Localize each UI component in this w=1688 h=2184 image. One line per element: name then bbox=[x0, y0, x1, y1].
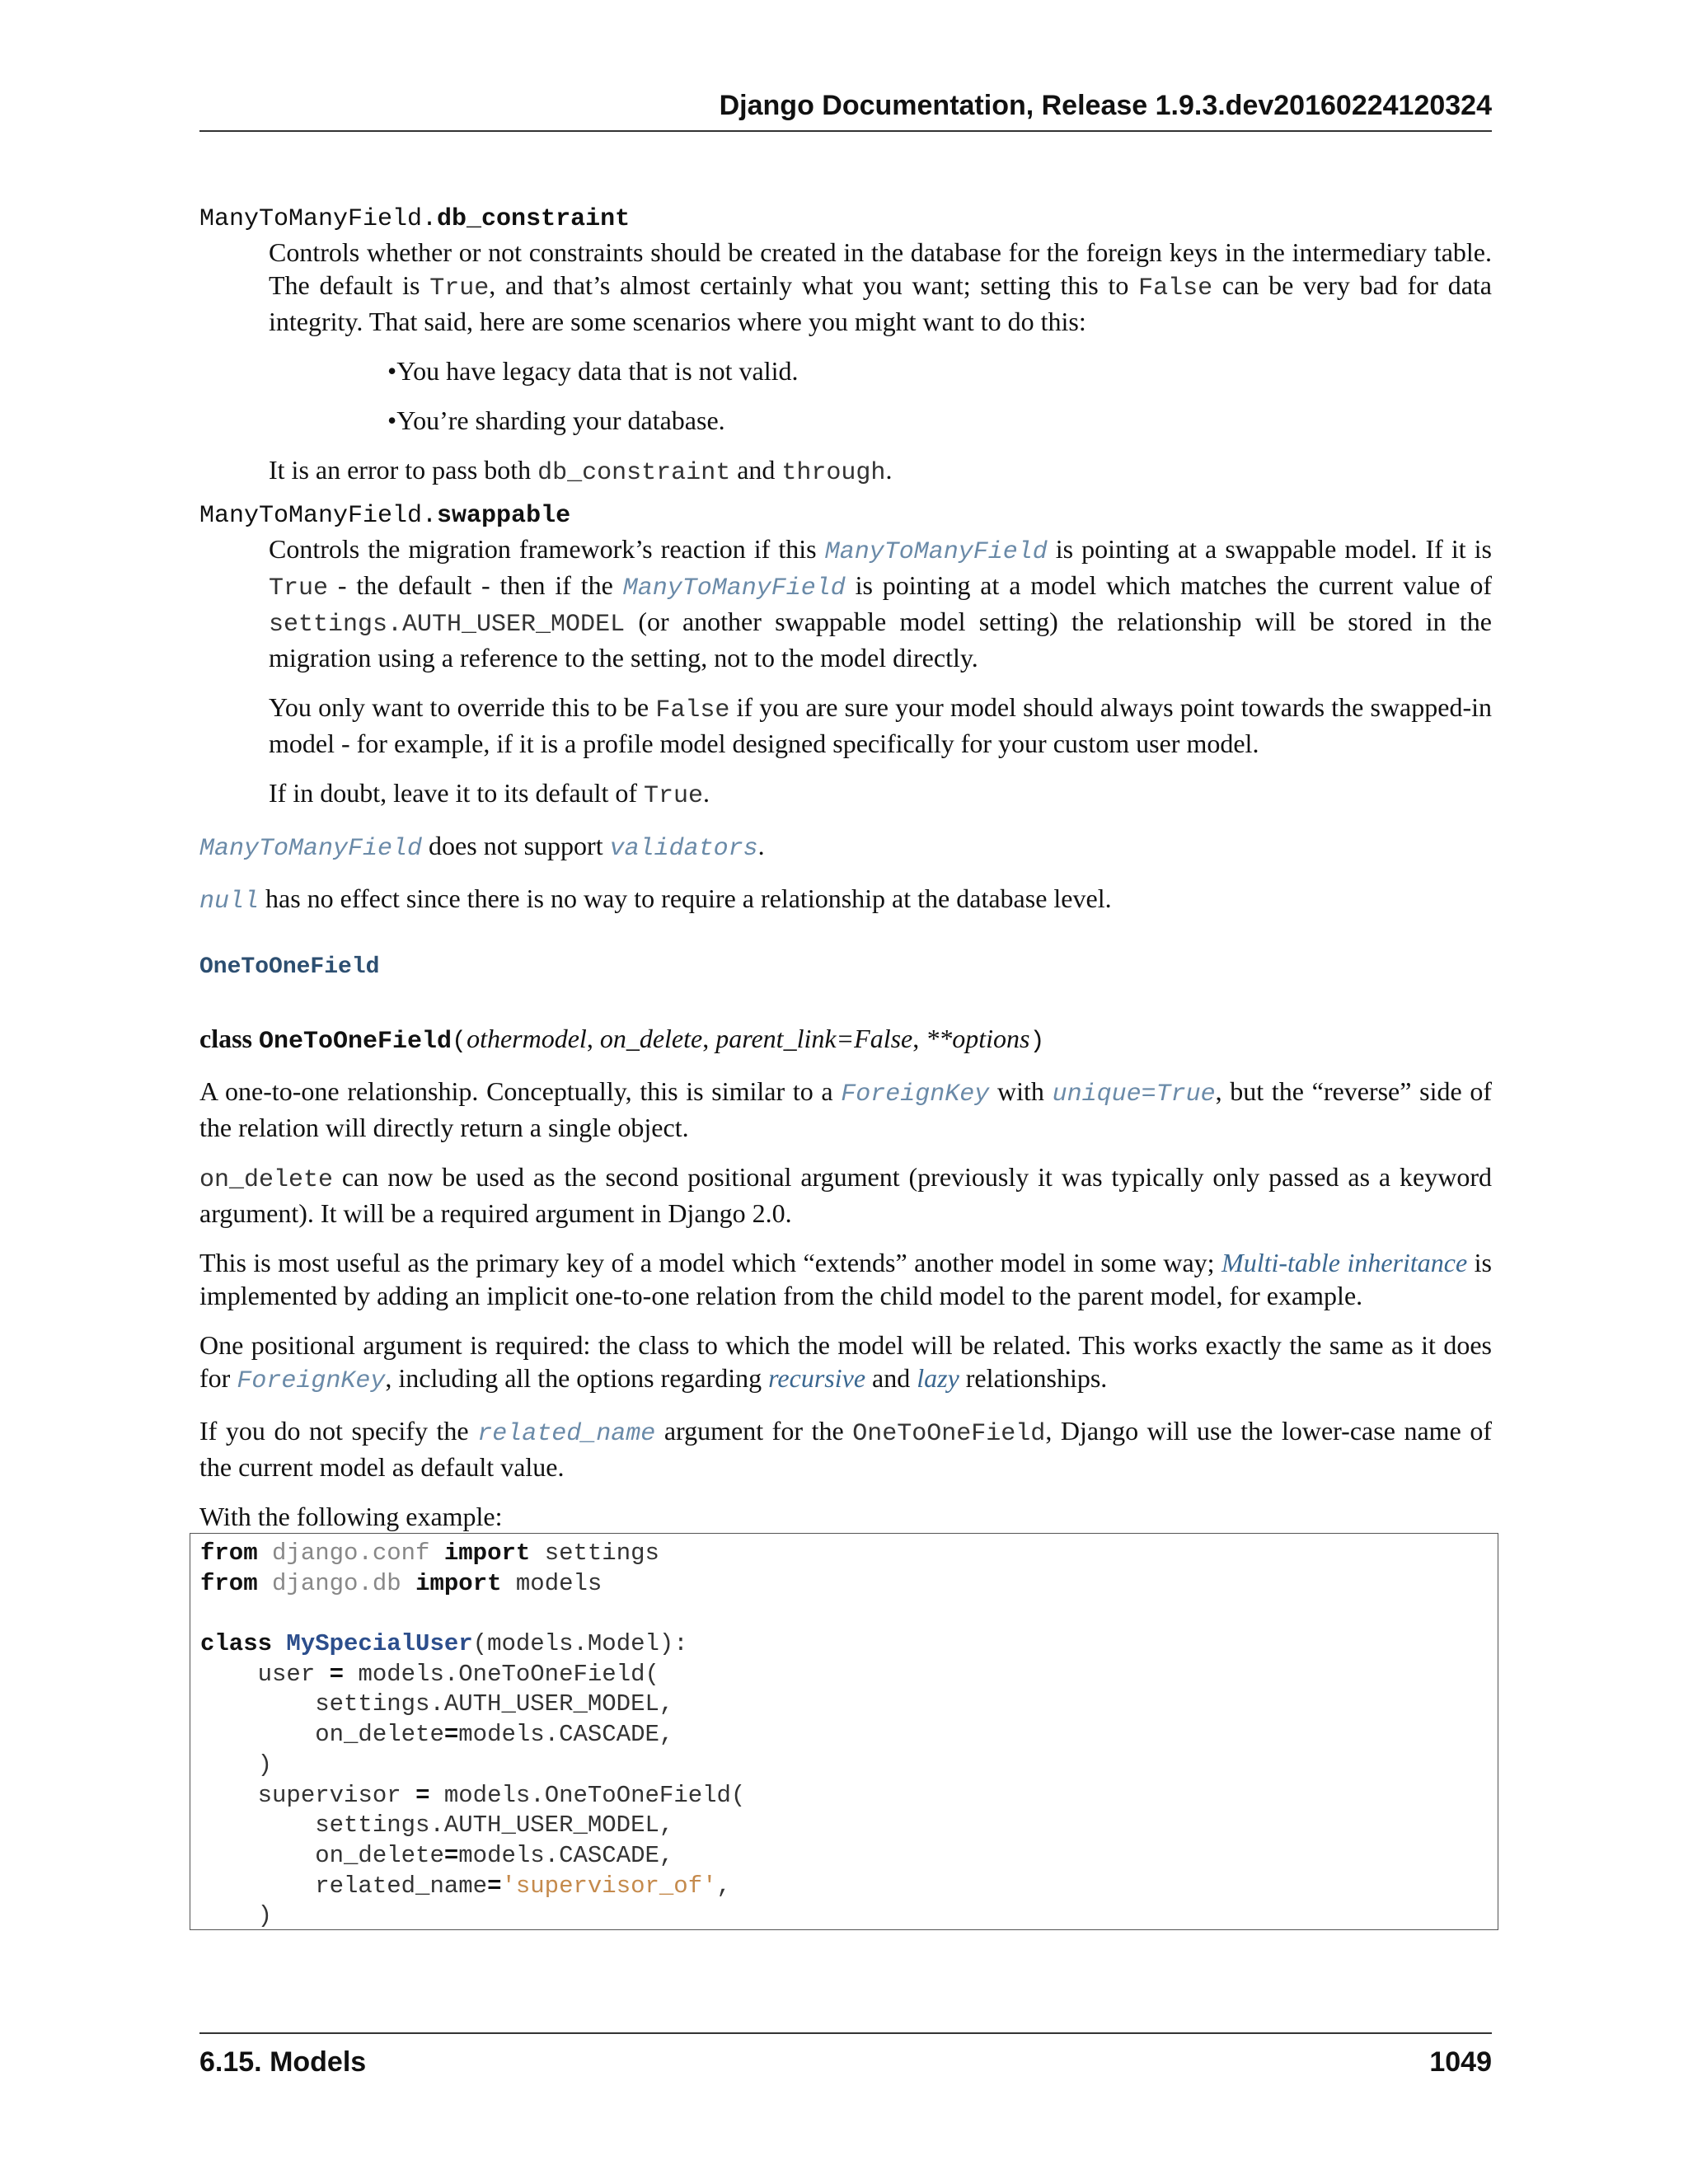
onetoonefield-description bbox=[199, 1075, 1492, 1533]
inline-code: False bbox=[655, 696, 730, 724]
param: parent_link=False bbox=[715, 1024, 913, 1053]
db-constraint-signature bbox=[199, 199, 1492, 236]
sig-name: swappable bbox=[437, 502, 571, 530]
document-page bbox=[199, 0, 1492, 2184]
paragraph: If you do not specify the related_name argument for the OneToOneField, Django will use the lower-case name of the current model as default value. bbox=[199, 1416, 1493, 1482]
code-line: supervisor = models.OneToOneField( bbox=[257, 1781, 746, 1809]
code-line: from django.db import models bbox=[200, 1569, 603, 1597]
inline-code: True bbox=[644, 782, 704, 810]
inline-code: db_constraint bbox=[537, 459, 731, 487]
code-line: related_name='supervisor_of', bbox=[200, 1872, 731, 1900]
page-content bbox=[199, 199, 1492, 1549]
code-line: on_delete=models.CASCADE, bbox=[200, 1841, 674, 1869]
foreignkey-link[interactable]: ForeignKey bbox=[841, 1080, 990, 1108]
code-line: user = models.OneToOneField( bbox=[257, 1660, 659, 1688]
foreignkey-link[interactable]: ForeignKey bbox=[237, 1367, 386, 1395]
code-line: class MySpecialUser(models.Model): bbox=[200, 1630, 688, 1658]
paragraph: If in doubt, leave it to its default of True. bbox=[269, 778, 710, 810]
bullet-list bbox=[387, 354, 1492, 437]
code-line: settings.AUTH_USER_MODEL, bbox=[200, 1811, 674, 1840]
page-header bbox=[199, 91, 1492, 132]
paragraph: A one-to-one relationship. Conceptually, this is similar to a ForeignKey with unique=True, but the “reverse” side of the relation will directly return a single object. bbox=[199, 1076, 1493, 1142]
sig-prefix: ManyToManyField. bbox=[199, 205, 438, 233]
null-link[interactable]: null bbox=[199, 888, 260, 916]
class-name: OneToOneField bbox=[259, 1028, 452, 1056]
lazy-link[interactable]: lazy bbox=[917, 1363, 959, 1393]
paragraph: on_delete can now be used as the second positional argument (previously it was typically only passed as a keyword argument). It will be a required argument in Django 2.0. bbox=[199, 1162, 1492, 1228]
note-null: null has no effect since there is no way to require a relationship at the database level. bbox=[199, 883, 1112, 916]
note-validators: ManyToManyField does not support validators. bbox=[199, 831, 765, 863]
related-name-link[interactable]: related_name bbox=[477, 1420, 656, 1448]
inline-code: OneToOneField bbox=[852, 1420, 1046, 1448]
onetoonefield-signature: class OneToOneField(othermodel, on_delete, parent_link=False, **options) bbox=[199, 1024, 1045, 1056]
sig-prefix: ManyToManyField. bbox=[199, 502, 438, 530]
paragraph: It is an error to pass both db_constraint and through. bbox=[269, 455, 893, 487]
recursive-link[interactable]: recursive bbox=[768, 1363, 866, 1393]
paragraph: This is most useful as the primary key of a model which “extends” another model in some way; Multi-table inheritance is implemented by adding an implicit one-to-one relation from the child model to the parent model, for example. bbox=[199, 1248, 1493, 1310]
list-item: •You have legacy data that is not valid. bbox=[387, 356, 799, 386]
inline-code: settings.AUTH_USER_MODEL bbox=[269, 611, 626, 639]
paragraph: You only want to override this to be False if you are sure your model should always point towards the swapped-in model - for example, if it is a profile model designed specifically for your custom user model. bbox=[269, 692, 1493, 758]
paragraph: One positional argument is required: the class to which the model will be related. This works exactly the same as it does for ForeignKey, including all the options regarding recursive and lazy relationships. bbox=[199, 1330, 1492, 1395]
unique-link[interactable]: unique=True bbox=[1052, 1080, 1216, 1108]
inline-code: True bbox=[269, 574, 329, 602]
class-keyword: class bbox=[199, 1024, 259, 1053]
list-item: •You’re sharding your database. bbox=[387, 405, 725, 435]
param: othermodel bbox=[467, 1024, 587, 1053]
page-footer bbox=[199, 2032, 1492, 2080]
swappable-signature bbox=[199, 496, 1492, 532]
multi-table-inheritance-link[interactable]: Multi-table inheritance bbox=[1221, 1248, 1468, 1277]
inline-code: True bbox=[429, 274, 490, 302]
code-example bbox=[190, 1533, 1498, 1930]
db-constraint-description bbox=[269, 236, 1492, 490]
code-line: ) bbox=[200, 1750, 273, 1779]
manytomanyfield-link[interactable]: ManyToManyField bbox=[622, 574, 846, 602]
param: **options bbox=[926, 1024, 1030, 1053]
inline-code: on_delete bbox=[199, 1166, 334, 1194]
paragraph: With the following example: bbox=[199, 1502, 503, 1531]
footer-section: 6.15. Models bbox=[199, 2046, 367, 2078]
inline-code: through bbox=[781, 459, 886, 487]
validators-link[interactable]: validators bbox=[609, 835, 758, 863]
code-line: from django.conf import settings bbox=[200, 1540, 659, 1567]
code-line-blank bbox=[200, 1599, 1498, 1629]
sig-name: db_constraint bbox=[437, 205, 631, 233]
manytomanyfield-link[interactable]: ManyToManyField bbox=[824, 538, 1048, 566]
header-title: Django Documentation, Release 1.9.3.dev20160224120324 bbox=[719, 90, 1492, 121]
swappable-description bbox=[269, 532, 1492, 813]
code-line: ) bbox=[200, 1902, 273, 1930]
paragraph: Controls whether or not constraints should be created in the database for the foreign keys in the intermediary table. The default is True, and that’s almost certainly what you want; setting this to False can be very bad for data integrity. That said, here are some scenarios where you might want to do this: bbox=[269, 237, 1493, 336]
code-line: on_delete=models.CASCADE, bbox=[200, 1721, 674, 1749]
manytomanyfield-link[interactable]: ManyToManyField bbox=[199, 835, 423, 863]
footer-page-number: 1049 bbox=[1429, 2046, 1492, 2078]
inline-code: False bbox=[1138, 274, 1213, 302]
paragraph: Controls the migration framework’s reaction if this ManyToManyField is pointing at a swappable model. If it is True - the default - then if the ManyToManyField is pointing at a model which matches the current value of settings.AUTH_USER_MODEL (or another swappable model setting) the relationship will be stored in the migration using a reference to the setting, not to the model directly. bbox=[269, 534, 1493, 673]
section-heading-onetoonefield: OneToOneField bbox=[199, 954, 380, 980]
param: on_delete bbox=[599, 1024, 703, 1053]
code-line: settings.AUTH_USER_MODEL, bbox=[200, 1690, 674, 1718]
